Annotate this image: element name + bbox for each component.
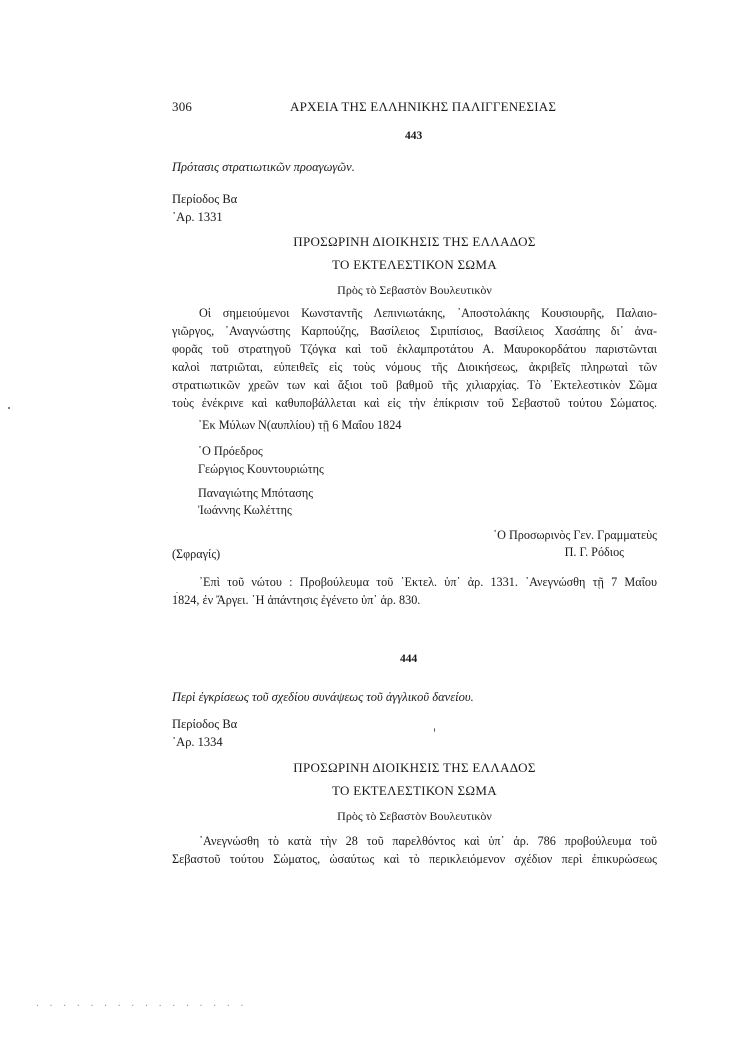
body-line: γιῶργος, ᾿Αναγνώστης Καρπούζης, Βασίλειος Σιριπίσιος, Βασίλειος Χασάπης δι᾿ ἀνα- [172, 324, 657, 338]
period-label-444: Περίοδος Βα [172, 717, 238, 731]
period-label-443: Περίοδος Βα [172, 192, 238, 206]
body-line: Οἱ σημειούμενοι Κωνσταντῆς Λεπινιωτάκης, ᾿Αποστολάκης Κουσιουρῆς, Παλαιο- [199, 306, 657, 320]
president-name: Γεώργιος Κουντουριώτης [198, 462, 324, 476]
heading-provisional-administration-443: ΠΡΟΣΩΡΙΝΗ ΔΙΟΙΚΗΣΙΣ ΤΗΣ ΕΛΛΑΔΟΣ [293, 234, 536, 249]
body-line: τοὺς ἐνέκρινε καὶ καθυποβάλλεται καὶ εἰς τὴν ἐπίκρισιν τοῦ Σεβαστοῦ τούτου Σώματος. [172, 396, 657, 410]
body-line: φορᾶς τοῦ στρατηγοῦ Τζόγκα καὶ τοῦ ἐκλαμπροτάτου Α. Μαυροκορδάτου παριστῶνται [172, 342, 657, 356]
heading-executive-body-443: ΤΟ ΕΚΤΕΛΕΣΤΙΚΟΝ ΣΩΜΑ [332, 257, 497, 272]
document-number-443: 443 [405, 130, 423, 142]
scan-speck [8, 407, 10, 409]
scan-speck [176, 592, 178, 593]
scan-marks: . . . . . . . . . . . . . . . . [35, 999, 247, 1008]
page-number: 306 [172, 99, 193, 114]
heading-executive-body-444: ΤΟ ΕΚΤΕΛΕΣΤΙΚΟΝ ΣΩΜΑ [332, 783, 497, 798]
member-signature-2: Ἰωάννης Κωλέττης [198, 503, 292, 517]
place-date-443: ᾿Εκ Μύλων Ν(αυπλίου) τῇ 6 Μαΐου 1824 [198, 418, 402, 432]
reference-number-444: ᾿Αρ. 1334 [172, 735, 223, 749]
scan-speck [434, 728, 435, 732]
president-title: ῾Ο Πρόεδρος [198, 444, 263, 458]
document-subject-444: Περὶ ἐγκρίσεως τοῦ σχεδίου συνάψεως τοῦ ἀγγλικοῦ δανείου. [172, 690, 474, 704]
body-line: καλοὶ πατριῶται, εὐπειθεῖς εἰς τοὺς νόμους τῆς Διοικήσεως, ἀκριβεῖς πληρωταὶ τῶν [172, 360, 657, 374]
document-subject-443: Πρότασις στρατιωτικῶν προαγωγῶν. [172, 160, 355, 174]
body-line: στρατιωτικῶν χρεῶν των καὶ ἄξιοι τοῦ βαθμοῦ τῆς χιλιαρχίας. Τὸ ᾿Εκτελεστικὸν Σῶμα [172, 378, 657, 392]
heading-provisional-administration-444: ΠΡΟΣΩΡΙΝΗ ΔΙΟΙΚΗΣΙΣ ΤΗΣ ΕΛΛΑΔΟΣ [293, 760, 536, 775]
seal-note: (Σφραγίς) [172, 547, 221, 561]
secretary-name: Π. Γ. Ρόδιος [564, 545, 624, 559]
verso-note-line: 1824, ἐν Ἄργει. ῾Η ἀπάντησις ἐγένετο ὑπ᾿ ἀρ. 830. [172, 593, 421, 607]
running-title: ΑΡΧΕΙΑ ΤΗΣ ΕΛΛΗΝΙΚΗΣ ΠΑΛΙΓΓΕΝΕΣΙΑΣ [290, 99, 557, 114]
salutation-443: Πρὸς τὸ Σεβαστὸν Βουλευτικὸν [337, 283, 492, 297]
salutation-444: Πρὸς τὸ Σεβαστὸν Βουλευτικὸν [337, 809, 492, 823]
secretary-title: ῾Ο Προσωρινὸς Γεν. Γραμματεὺς [493, 528, 657, 542]
verso-note-line: ᾿Επὶ τοῦ νώτου : Προβούλευμα τοῦ ᾿Εκτελ. ὑπ᾿ ἀρ. 1331. ᾿Ανεγνώσθη τῇ 7 Μαΐου [199, 575, 657, 589]
member-signature-1: Παναγιώτης Μπότασης [198, 486, 314, 500]
reference-number-443: ᾿Αρ. 1331 [172, 210, 223, 224]
body-line: ᾿Ανεγνώσθη τὸ κατὰ τὴν 28 τοῦ παρελθόντος καὶ ὑπ᾿ ἀρ. 786 προβούλευμα τοῦ [199, 834, 657, 848]
document-number-444: 444 [400, 653, 418, 665]
body-line: Σεβαστοῦ τούτου Σώματος, ὡσαύτως καὶ τὸ περικλειόμενον σχέδιον περὶ ἐπικυρώσεως [172, 852, 657, 866]
